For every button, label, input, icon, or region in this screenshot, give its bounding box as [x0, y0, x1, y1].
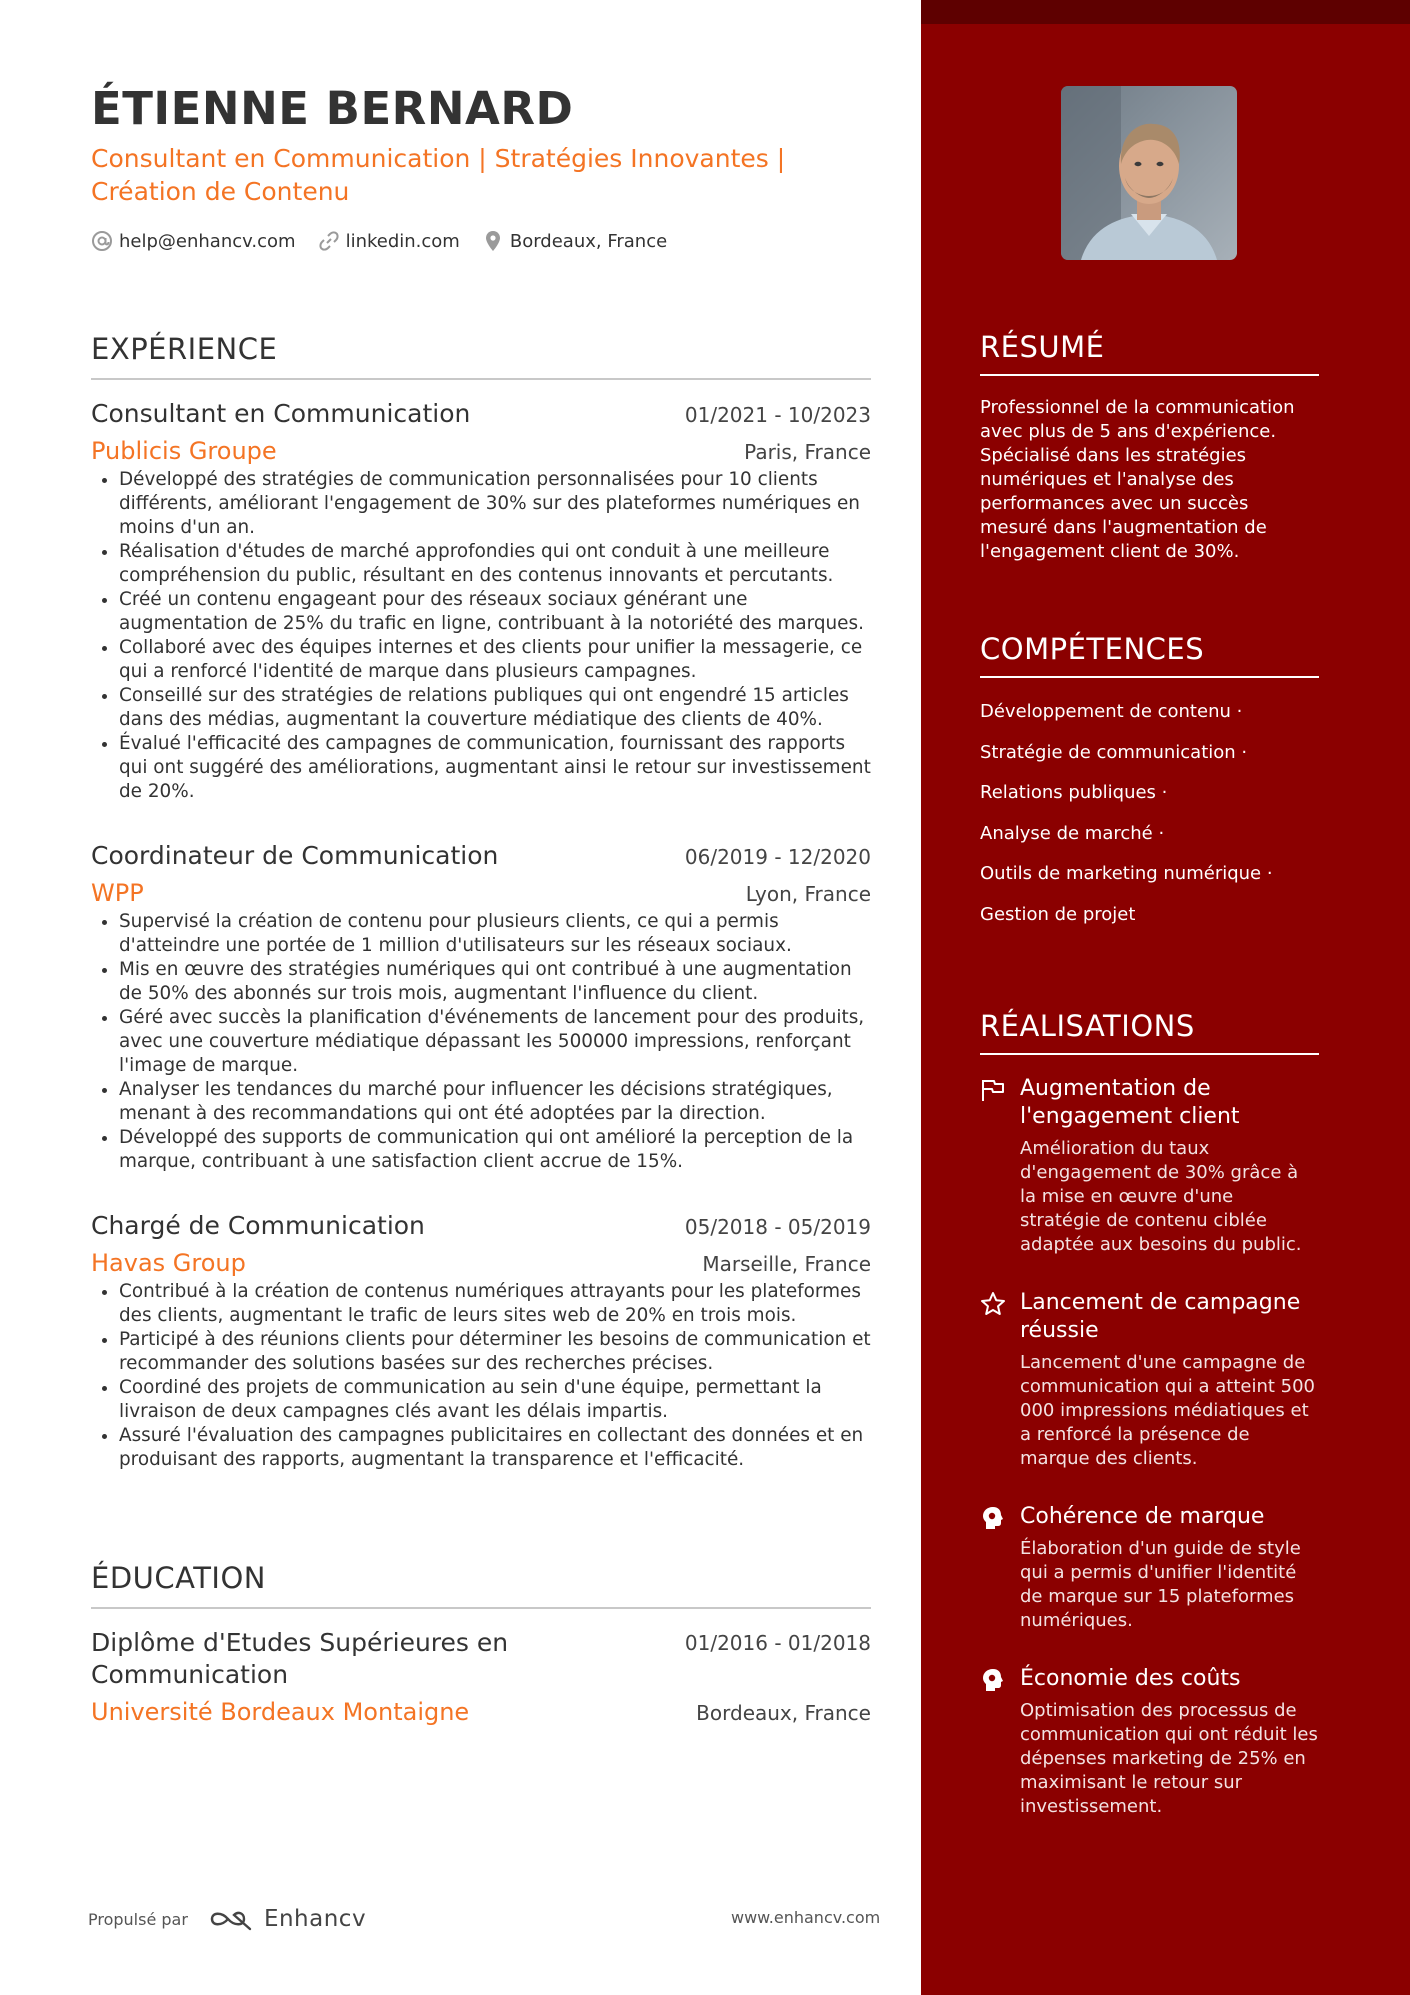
skills-title: COMPÉTENCES [980, 632, 1319, 678]
job-bullet: • Géré avec succès la planification d'événements de lancement pour des produits, avec une couverture médiatique dépassant les 500000 impressions, renforçant l'image de marque. [119, 1006, 871, 1078]
email-contact[interactable] [91, 230, 296, 252]
job-bullet: • Collaboré avec des équipes internes et des clients pour unifier la messagerie, ce qui a renforcé l'identité de marque dans plusieurs campagnes. [119, 636, 871, 684]
skill-item: Relations publiques · [980, 782, 1168, 803]
job-title: Coordinateur de Communication [91, 841, 499, 870]
link-icon [318, 230, 340, 252]
achievements-section [980, 1009, 1319, 1851]
achievement-item [980, 1075, 1319, 1257]
enhancv-brand-text: Enhancv [263, 1906, 367, 1932]
job-bullet: • Réalisation d'études de marché approfondies qui ont conduit à une meilleure compréhension du public, résultant en des contenus innovants et percutants. [119, 540, 871, 588]
head-icon [980, 1505, 1006, 1531]
job-bullet: • Supervisé la création de contenu pour plusieurs clients, ce qui a permis d'atteindre une portée de 1 million d'utilisateurs sur les réseaux sociaux. [119, 910, 871, 958]
job-location: Marseille, France [702, 1252, 871, 1276]
headline: Consultant en Communication | Stratégies Innovantes | Création de Contenu [91, 144, 786, 206]
achievement-description: Amélioration du taux d'engagement de 30% grâce à la mise en œuvre d'une stratégie de contenu ciblée adaptée aux besoins du public. [1020, 1138, 1302, 1255]
profile-photo-image [1061, 86, 1237, 260]
achievement-title: Économie des coûts [1020, 1666, 1241, 1691]
education-title: ÉDUCATION [91, 1561, 871, 1609]
achievement-title: Lancement de campagne réussie [1020, 1290, 1301, 1343]
flag-icon [980, 1077, 1006, 1103]
star-icon [980, 1291, 1006, 1317]
sidebar [921, 0, 1410, 1995]
enhancv-logo-icon [208, 1907, 254, 1931]
footer-website[interactable]: www.enhancv.com [731, 1908, 881, 1927]
achievements-title: RÉALISATIONS [980, 1009, 1319, 1055]
job-company: Havas Group [91, 1249, 246, 1277]
location-contact [482, 230, 667, 252]
linkedin-contact[interactable] [318, 230, 460, 252]
job-bullet: • Développé des stratégies de communication personnalisées pour 10 clients différents, améliorant l'engagement de 30% sur des plateformes numériques en moins d'un an. [119, 468, 871, 540]
job-dates: 06/2019 - 12/2020 [684, 845, 871, 869]
job-bullet: • Créé un contenu engageant pour des réseaux sociaux générant une augmentation de 25% du trafic en ligne, contribuant à la notoriété des marques. [119, 588, 871, 636]
job-bullets [91, 468, 871, 804]
head-icon [980, 1667, 1006, 1693]
at-icon [91, 230, 113, 252]
job-entry [91, 398, 871, 804]
experience-section [91, 332, 871, 1508]
job-bullet: • Contribué à la création de contenus numériques attrayants pour les plateformes des clients, augmentant le trafic de leurs sites web de 20% en trois mois. [119, 1280, 871, 1328]
skill-item: Développement de contenu · [980, 701, 1243, 722]
contact-bar [91, 230, 689, 252]
job-bullets [91, 910, 871, 1174]
job-company: WPP [91, 879, 144, 907]
location-text: Bordeaux, France [509, 230, 668, 252]
summary-text: Professionnel de la communication avec plus de 5 ans d'expérience. Spécialisé dans les stratégies numériques et l'analyse des performances avec un succès mesuré dans l'augmentation de l'engagement client de 30%. [980, 397, 1295, 562]
skills-section [980, 632, 1319, 943]
job-title: Chargé de Communication [91, 1211, 425, 1240]
job-bullet: • Assuré l'évaluation des campagnes publicitaires en collectant des données et en produisant des rapports, augmentant la transparence et l'efficacité. [119, 1424, 871, 1472]
job-entry [91, 1210, 871, 1472]
school-name: Université Bordeaux Montaigne [91, 1698, 470, 1726]
job-bullet: • Développé des supports de communication qui ont amélioré la perception de la marque, contribuant à une satisfaction client accrue de 15%. [119, 1126, 871, 1174]
summary-section [980, 330, 1319, 564]
achievement-description: Lancement d'une campagne de communication qui a atteint 500 000 impressions médiatiques et a renforcé la présence de marque des clients. [1020, 1352, 1315, 1469]
job-bullets [91, 1280, 871, 1472]
achievement-description: Optimisation des processus de communication qui ont réduit les dépenses marketing de 25% en maximisant le retour sur investissement. [1020, 1700, 1318, 1817]
job-bullet: • Coordiné des projets de communication au sein d'une équipe, permettant la livraison de deux campagnes clés avant les délais impartis. [119, 1376, 871, 1424]
skill-item: Analyse de marché · [980, 822, 1165, 844]
job-bullet: • Analyser les tendances du marché pour influencer les décisions stratégiques, menant à des recommandations qui ont été adoptées par la direction. [119, 1078, 871, 1126]
profile-photo [1061, 86, 1237, 260]
job-title: Consultant en Communication [91, 399, 471, 428]
job-bullet: • Évalué l'efficacité des campagnes de communication, fournissant des rapports qui ont suggéré des améliorations, augmentant ainsi le retour sur investissement de 20%. [119, 732, 871, 804]
achievement-item [980, 1665, 1319, 1819]
footer-powered-by [88, 1906, 366, 1932]
degree-title: Diplôme d'Etudes Supérieures en Communication [91, 1628, 509, 1689]
achievement-description: Élaboration d'un guide de style qui a permis d'unifier l'identité de marque sur 15 plateformes numériques. [1020, 1538, 1301, 1631]
location-pin-icon [482, 230, 504, 252]
job-bullet: • Conseillé sur des stratégies de relations publiques qui ont engendré 15 articles dans des médias, augmentant la couverture médiatique des clients de 40%. [119, 684, 871, 732]
job-entry [91, 840, 871, 1174]
achievement-item [980, 1289, 1319, 1471]
enhancv-logo[interactable] [208, 1906, 366, 1932]
education-dates: 01/2016 - 01/2018 [684, 1631, 871, 1655]
skill-item: Gestion de projet [980, 903, 1136, 925]
job-location: Lyon, France [745, 882, 871, 906]
email-text[interactable]: help@enhancv.com [119, 230, 296, 252]
job-bullet: • Participé à des réunions clients pour déterminer les besoins de communication et recommander des solutions basées sur des recherches précises. [119, 1328, 871, 1376]
job-dates: 01/2021 - 10/2023 [684, 403, 871, 427]
linkedin-text[interactable]: linkedin.com [345, 230, 460, 252]
sidebar-top-band [921, 0, 1410, 24]
summary-title: RÉSUMÉ [980, 330, 1319, 376]
candidate-name: ÉTIENNE BERNARD [91, 82, 574, 135]
education-location: Bordeaux, France [696, 1701, 871, 1725]
experience-title: EXPÉRIENCE [91, 332, 871, 380]
job-location: Paris, France [744, 440, 871, 464]
achievement-title: Augmentation de l'engagement client [1020, 1076, 1240, 1129]
job-dates: 05/2018 - 05/2019 [684, 1215, 871, 1239]
skill-item: Stratégie de communication · [980, 741, 1248, 763]
skill-item: Outils de marketing numérique · [980, 863, 1273, 884]
job-company: Publicis Groupe [91, 437, 277, 465]
powered-by-label: Propulsé par [88, 1909, 188, 1929]
achievement-item [980, 1503, 1319, 1633]
education-section [91, 1561, 871, 1729]
achievement-title: Cohérence de marque [1020, 1504, 1265, 1529]
job-bullet: • Mis en œuvre des stratégies numériques qui ont contribué à une augmentation de 50% des abonnés sur trois mois, augmentant l'influence du client. [119, 958, 871, 1006]
